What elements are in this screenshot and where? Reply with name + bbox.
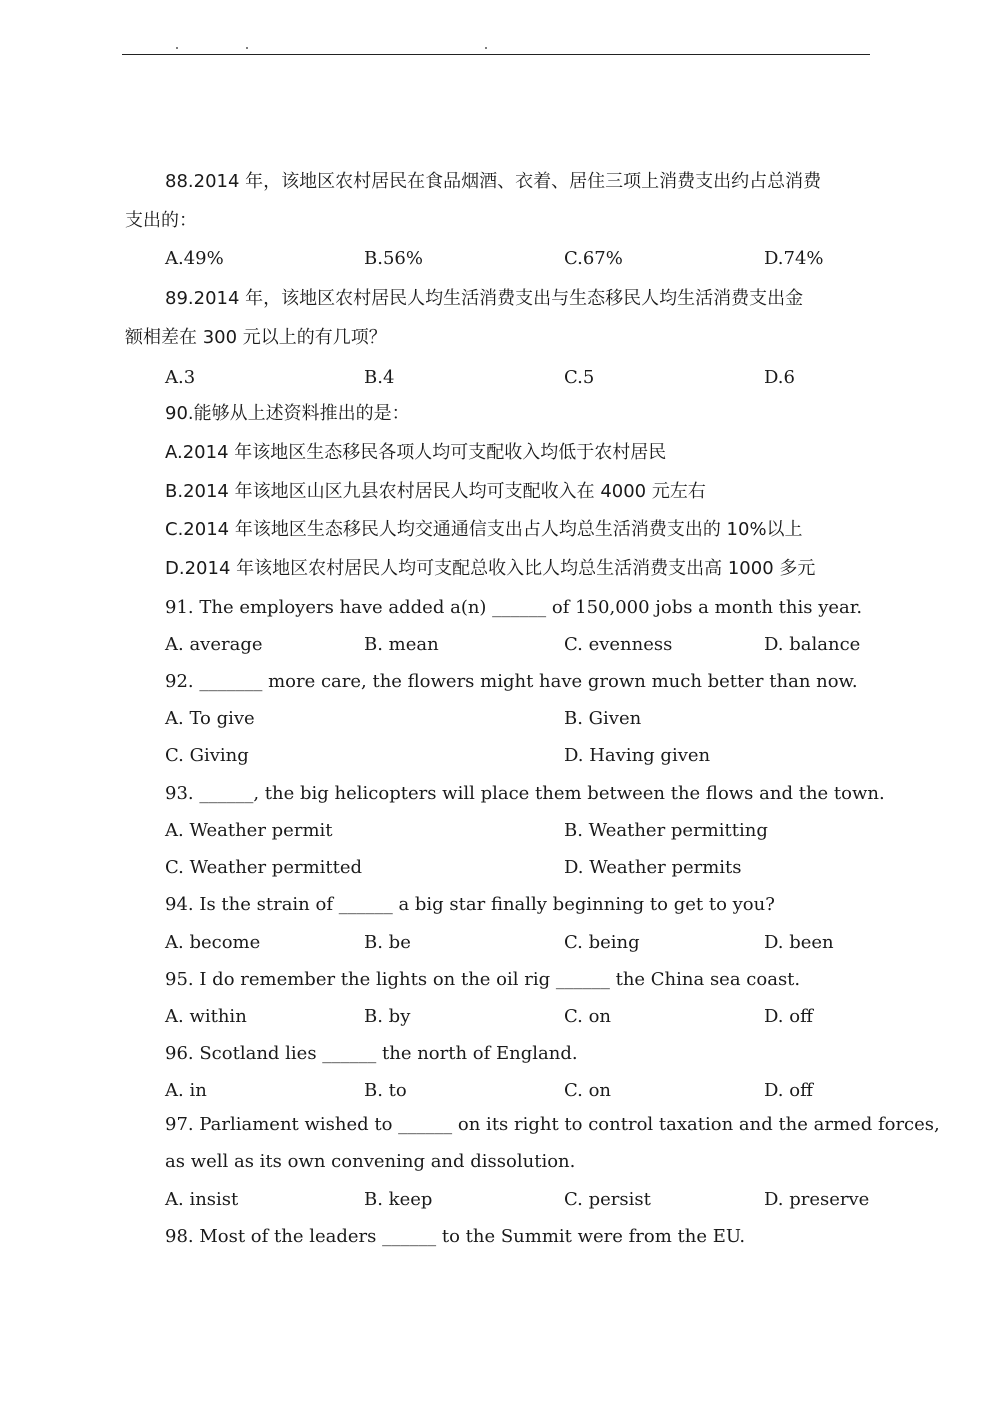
option-d: D. preserve — [764, 1189, 870, 1210]
option-c: C. Giving — [165, 745, 249, 766]
option-b: B. keep — [364, 1189, 433, 1210]
option-a: A. insist — [165, 1189, 239, 1210]
option-c: C.2014 年该地区生态移民人均交通通信支出占人均总生活消费支出的 10%以上 — [165, 519, 803, 540]
option-a: A. average — [165, 634, 263, 655]
question-91-stem: 91. The employers have added a(n) ______ of 150,000 jobs a month this year. — [165, 597, 863, 618]
question-95-stem: 95. I do remember the lights on the oil rig ______ the China sea coast. — [165, 969, 801, 990]
option-c: C.5 — [564, 367, 595, 388]
question-98-stem: 98. Most of the leaders ______ to the Summit were from the EU. — [165, 1226, 746, 1247]
option-b: B.2014 年该地区山区九县农村居民人均可支配收入在 4000 元左右 — [165, 481, 706, 502]
option-a: A. within — [165, 1006, 247, 1027]
option-c: C. Weather permitted — [165, 857, 363, 878]
option-b: B. mean — [364, 634, 439, 655]
question-90-stem: 90.能够从上述资料推出的是： — [165, 403, 410, 424]
header-rule — [122, 54, 870, 55]
question-88-stem-line2: 支出的： — [125, 210, 197, 231]
question-97-stem-line1: 97. Parliament wished to ______ on its right to control taxation and the armed forces, — [165, 1114, 940, 1135]
question-89-stem-line2: 额相差在 300 元以上的有几项？ — [125, 327, 387, 348]
option-c: C. being — [564, 932, 640, 953]
option-c: C. persist — [564, 1189, 651, 1210]
option-c: C.67% — [564, 248, 623, 269]
question-92-stem: 92. _______ more care, the flowers might have grown much better than now. — [165, 671, 858, 692]
option-d: D. Having given — [564, 745, 711, 766]
header-dot — [485, 47, 487, 49]
option-d: D. been — [764, 932, 834, 953]
question-97-stem-line2: as well as its own convening and dissolution. — [165, 1151, 576, 1172]
header-dot — [176, 47, 178, 49]
option-b: B. by — [364, 1006, 411, 1027]
option-b: B. to — [364, 1080, 407, 1101]
option-c: C. on — [564, 1080, 612, 1101]
header-dot — [246, 47, 248, 49]
option-d: D.2014 年该地区农村居民人均可支配总收入比人均总生活消费支出高 1000 多元 — [165, 558, 816, 579]
option-a: A. become — [165, 932, 261, 953]
question-88-stem-line1: 88.2014 年，该地区农村居民在食品烟酒、衣着、居住三项上消费支出约占总消费 — [165, 171, 822, 192]
option-d: D. balance — [764, 634, 861, 655]
option-a: A. in — [165, 1080, 207, 1101]
question-93-stem: 93. ______, the big helicopters will place them between the flows and the town. — [165, 783, 885, 804]
option-b: B.4 — [364, 367, 395, 388]
option-a: A.2014 年该地区生态移民各项人均可支配收入均低于农村居民 — [165, 442, 667, 463]
option-a: A.3 — [165, 367, 196, 388]
option-a: A. Weather permit — [165, 820, 333, 841]
option-d: D.6 — [764, 367, 795, 388]
option-b: B. be — [364, 932, 411, 953]
option-b: B. Weather permitting — [564, 820, 768, 841]
question-94-stem: 94. Is the strain of ______ a big star finally beginning to get to you? — [165, 894, 775, 915]
option-d: D. Weather permits — [564, 857, 742, 878]
option-d: D. off — [764, 1080, 813, 1101]
option-b: B.56% — [364, 248, 423, 269]
option-d: D. off — [764, 1006, 813, 1027]
question-89-stem-line1: 89.2014 年，该地区农村居民人均生活消费支出与生态移民人均生活消费支出金 — [165, 288, 804, 309]
option-a: A. To give — [165, 708, 255, 729]
option-b: B. Given — [564, 708, 642, 729]
option-c: C. evenness — [564, 634, 673, 655]
option-a: A.49% — [165, 248, 224, 269]
question-96-stem: 96. Scotland lies ______ the north of England. — [165, 1043, 578, 1064]
option-d: D.74% — [764, 248, 824, 269]
option-c: C. on — [564, 1006, 612, 1027]
